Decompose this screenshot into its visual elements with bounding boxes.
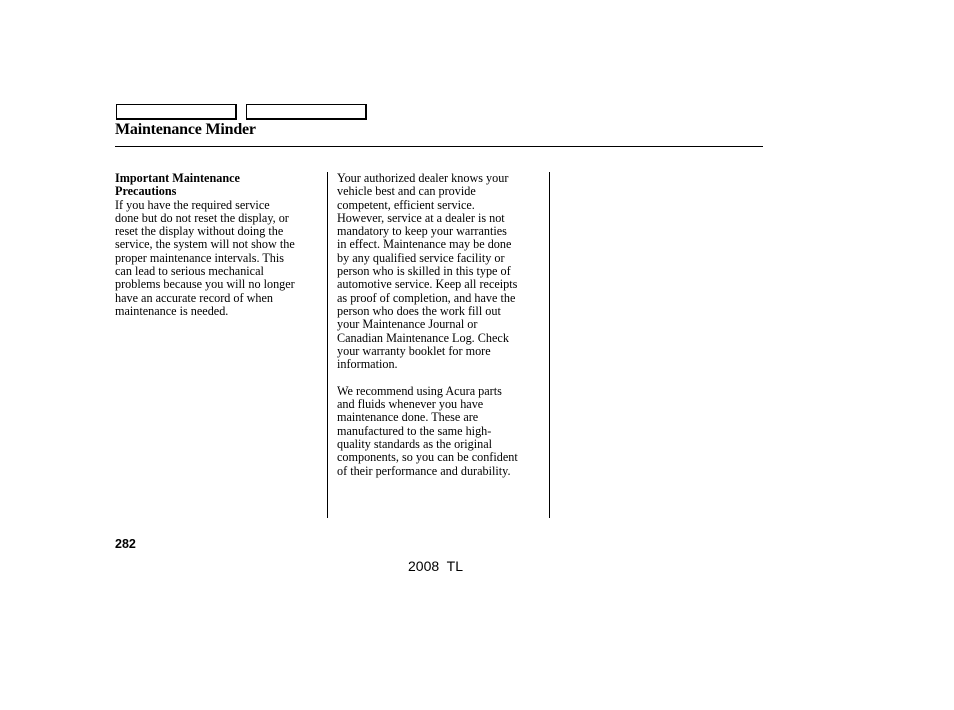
text-line: as proof of completion, and have the [337, 290, 516, 305]
text-line: competent, efficient service. [337, 197, 475, 212]
text-line: information. [337, 357, 398, 372]
text-line: in effect. Maintenance may be done [337, 237, 512, 252]
text-line: person who is skilled in this type of [337, 264, 511, 279]
nav-tab-box-1[interactable] [116, 104, 237, 120]
text-line: of their performance and durability. [337, 463, 511, 478]
text-line: maintenance done. These are [337, 410, 479, 425]
text-line: problems because you will no longer [115, 277, 295, 292]
text-line: mandatory to keep your warranties [337, 224, 507, 239]
text-line: vehicle best and can provide [337, 184, 476, 199]
text-line: have an accurate record of when [115, 290, 274, 305]
dealer-paragraph [337, 172, 542, 371]
footer-model-label: 2008 TL [408, 558, 464, 574]
text-line: maintenance is needed. [115, 303, 229, 318]
nav-tab-box-2[interactable] [246, 104, 367, 120]
text-line: reset the display without doing the [115, 224, 284, 239]
column-divider [327, 172, 328, 518]
text-line: by any qualified service facility or [337, 250, 505, 265]
parts-paragraph [337, 385, 542, 478]
text-line: your warranty booklet for more [337, 343, 491, 358]
text-line: proper maintenance intervals. This [115, 250, 284, 265]
precautions-paragraph [115, 199, 319, 319]
text-line: automotive service. Keep all receipts [337, 277, 518, 292]
column-right [337, 172, 542, 478]
page-number: 282 [115, 537, 136, 551]
text-line: If you have the required service [115, 197, 270, 212]
text-line: person who does the work fill out [337, 303, 501, 318]
text-line: However, service at a dealer is not [337, 210, 505, 225]
title-divider [115, 146, 763, 147]
text-line: Canadian Maintenance Log. Check [337, 330, 509, 345]
text-line: and fluids whenever you have [337, 397, 484, 412]
subheading [115, 172, 319, 199]
section-title: Maintenance Minder [115, 121, 256, 138]
text-line: manufactured to the same high- [337, 423, 492, 438]
column-divider [549, 172, 550, 518]
text-line: components, so you can be confident [337, 450, 518, 465]
text-line: service, the system will not show the [115, 237, 295, 252]
text-line: done but do not reset the display, or [115, 210, 289, 225]
text-line: We recommend using Acura parts [337, 383, 502, 398]
column-left [115, 172, 319, 318]
subheading-line: Precautions [115, 184, 177, 199]
text-line: your Maintenance Journal or [337, 317, 478, 332]
subheading-line: Important Maintenance [115, 171, 240, 185]
text-line: can lead to serious mechanical [115, 264, 264, 279]
text-line: quality standards as the original [337, 436, 493, 451]
text-line: Your authorized dealer knows your [337, 171, 509, 185]
